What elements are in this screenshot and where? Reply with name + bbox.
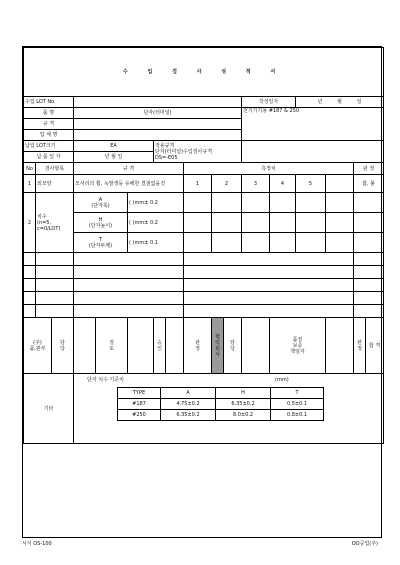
dim-a-desc: (단자폭) (91, 202, 110, 209)
lot-value (74, 97, 242, 108)
sig-partner-text: 협력회사 (215, 333, 220, 358)
sig-final-judge-text: 판정 (357, 339, 362, 352)
std-r2-a: 6.35±0.2 (161, 410, 216, 421)
sig-partner-charge (224, 318, 242, 374)
std-h-h: H (216, 388, 271, 399)
date-value (296, 97, 384, 108)
dim-h-label (74, 213, 128, 233)
std-r1-a: 4.75±0.2 (161, 399, 216, 410)
sig-judge (184, 318, 212, 374)
dim-t-label (74, 233, 128, 253)
row1-no: 1 (24, 175, 36, 193)
sig-charge-text: 담당 (60, 339, 65, 352)
measure-2: 2 (212, 175, 242, 193)
company-name: OO공업(주) (351, 541, 378, 547)
spec-label: 규 격 (24, 119, 74, 130)
dim-t-desc: (단자두께) (88, 242, 113, 249)
etc-content (74, 374, 384, 444)
report-table (23, 47, 384, 444)
date-month: 월 (337, 99, 342, 105)
col-spec: 규 격 (74, 163, 184, 175)
dim-h-desc: (단자높이) (88, 222, 113, 229)
header-blank (242, 141, 384, 163)
vendor-value (74, 130, 242, 141)
dim-h-spec: ( )mm± 0.2 (128, 213, 184, 233)
row1-spec: 모서리의 휨, 녹발생등 유해한 결점없을것 (74, 175, 184, 193)
sig-review (96, 318, 128, 374)
sig-company: (주) 품,관부 (24, 318, 52, 374)
dim-a-label (74, 193, 128, 213)
sig-charge-box (74, 318, 96, 374)
measure-5: 5 (296, 175, 326, 193)
delivery-label: 납 품 일 자 (24, 152, 74, 163)
qty-label: 납입 LOT크기 (24, 141, 74, 152)
std-r1-type: #187 (118, 399, 161, 410)
dim-t-name: T (98, 236, 103, 243)
col-measure: 측정치 (184, 163, 354, 175)
spec-value (74, 119, 242, 130)
form-number: 서식 OS-100 (22, 541, 52, 547)
row2-no: 2 (24, 193, 36, 253)
row1-item: 외모양 (36, 175, 74, 193)
std-r2-h: 8.0±0.2 (216, 410, 271, 421)
measure-4: 4 (270, 175, 296, 193)
row2-item (36, 193, 74, 253)
sig-review-box (128, 318, 154, 374)
applied-model: 전기기기용 #187 & 250 (242, 108, 384, 141)
etc-label: 기타 (24, 374, 74, 444)
std-h-a: A (161, 388, 216, 399)
std-title: 단자 치수 기준치 (87, 377, 124, 383)
applied-std-label: 적용규격 (155, 142, 175, 149)
std-h-t: T (271, 388, 324, 399)
sig-review-text: 검토 (109, 339, 114, 352)
qty-unit: EA (74, 141, 154, 152)
sig-quality-box (326, 318, 354, 374)
measure-extra (326, 175, 354, 193)
sig-approve-text: 승인 (157, 339, 162, 352)
sig-judge-text: 판정 (195, 339, 200, 352)
dim-a-name: A (98, 196, 103, 203)
std-r2-t: 0.8±0.1 (271, 410, 324, 421)
date-label: 작성일자 (242, 97, 296, 108)
col-item: 검사항목 (36, 163, 74, 175)
sig-approve (154, 318, 166, 374)
product-value: 단자(터미널) (74, 108, 242, 119)
row2-item-sub: (n=5, c=0/LOT) (37, 219, 61, 232)
product-label: 품 명 (24, 108, 74, 119)
sig-final-judge (354, 318, 366, 374)
dim-h-name: H (98, 216, 103, 223)
std-r2-type: #250 (118, 410, 161, 421)
col-judge: 판 정 (354, 163, 384, 175)
std-h-type: TYPE (118, 388, 161, 399)
sig-partner (212, 318, 224, 374)
measure-3: 3 (242, 175, 270, 193)
col-no: No (24, 163, 36, 175)
inspection-report-sheet (22, 46, 382, 538)
sig-partner-box (242, 318, 270, 374)
date-day: 일 (356, 99, 362, 105)
page-title: 수 입 검 사 성 적 서 (24, 48, 384, 97)
row1-judge: 합, 불 (354, 175, 384, 193)
std-r1-t: 0.5±0.1 (271, 399, 324, 410)
delivery-value: 년 월 일 (74, 152, 154, 163)
vendor-label: 업 체 명 (24, 130, 74, 141)
sig-approve-box (166, 318, 184, 374)
measure-1: 1 (184, 175, 212, 193)
sig-quality: 품질 보증 책임자 (270, 318, 326, 374)
sig-charge (52, 318, 74, 374)
doc-number: DS=-E05 (155, 154, 178, 161)
std-unit: (mm) (275, 377, 289, 383)
sig-partner-charge-text: 담당 (230, 339, 235, 352)
date-year: 년 (317, 99, 323, 105)
dim-t-spec: ( )mm± 0.1 (128, 233, 184, 253)
applied-std-value: 단자(터미널)수입검사규격 (155, 148, 213, 155)
applied-standard (154, 141, 242, 163)
lot-label: 수입 LOT No. (24, 97, 74, 108)
dim-a-spec: ( )mm± 0.2 (128, 193, 184, 213)
sig-result: 합 격 (366, 318, 384, 374)
row2-item-name: 치수 (37, 213, 47, 220)
std-table (117, 387, 324, 421)
std-r1-h: 6.35±0.2 (216, 399, 271, 410)
